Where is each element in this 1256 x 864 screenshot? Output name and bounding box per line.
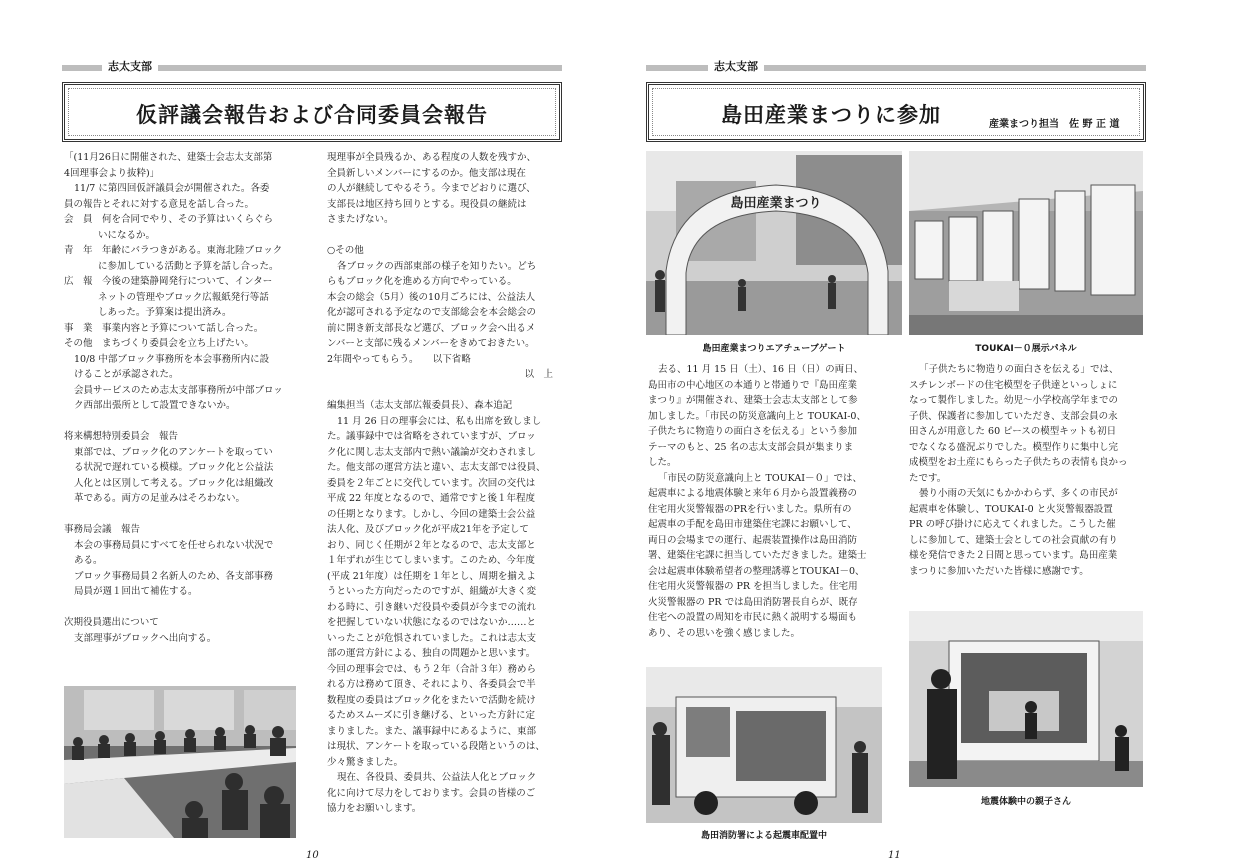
text-line: は現状、アンケートを取っている段階というのは、 bbox=[327, 741, 545, 752]
text-line: 島田市の中心地区の本通りと帯通りで『島田産業 bbox=[648, 379, 858, 391]
text-line bbox=[64, 600, 304, 616]
right-page bbox=[628, 0, 1256, 864]
text-line: した。 bbox=[648, 457, 677, 468]
text-column-1 bbox=[648, 362, 898, 641]
panel-photo-caption: TOUKAI－０展示パネル bbox=[975, 344, 1077, 354]
author-byline: 産業まつり担当 佐 野 正 道 bbox=[989, 119, 1120, 130]
text-line: その他 まちづくり委員会を立ち上げたい。 bbox=[64, 338, 254, 349]
text-line: 編集担当（志太支部広報委員長）、森本追記 bbox=[327, 400, 513, 411]
page-title: 仮評議会報告および合同委員会報告 bbox=[136, 103, 488, 127]
text-line: 曇り小雨の天気にもかかわらず、多くの市民が bbox=[919, 488, 1118, 499]
text-line: 会は起震車体験希望者の整理誘導とTOUKAI－0、 bbox=[648, 565, 865, 577]
text-line: まつりに参加いただいた皆様に感謝です。 bbox=[909, 565, 1089, 577]
panel-photo-image bbox=[909, 151, 1143, 335]
text-line: 子供たちに物造りの面白さを伝える」という参加 bbox=[648, 426, 858, 437]
page-number: 10 bbox=[306, 850, 319, 861]
text-line: 協力をお願いします。 bbox=[327, 803, 422, 814]
text-line: あり、その思いを強く感じました。 bbox=[648, 627, 801, 639]
article-title-box bbox=[646, 82, 1146, 142]
text-line: 次期役員選出について bbox=[64, 617, 159, 628]
text-line: を把握していない状態になるのではないか……と bbox=[327, 617, 537, 628]
text-line: さまたげない。 bbox=[327, 214, 394, 225]
text-line: ブロック事務局員２名新人のため、各支部事務 bbox=[74, 570, 273, 582]
text-line: わる時に、引き継いだ役員や委員が今までの流れ bbox=[327, 601, 537, 613]
page-title: 島田産業まつりに参加 bbox=[721, 103, 941, 127]
text-column-2 bbox=[909, 362, 1149, 579]
text-line: 現理事が全員残るか、ある程度の人数を残すか、 bbox=[327, 152, 537, 163]
text-line: 事 業 事業内容と予算について話し合った。 bbox=[64, 322, 264, 334]
text-line: に参加している活動と予算を話し合った。 bbox=[98, 260, 279, 272]
branch-tag: 志太支部 bbox=[708, 60, 764, 74]
text-line bbox=[64, 507, 304, 523]
text-line: 11 月 26 日の理事会には、私も出席を致しまし bbox=[337, 415, 542, 427]
meeting-photo-image bbox=[64, 686, 296, 838]
text-line: 各ブロックの西部東部の様子を知りたい。どち bbox=[337, 260, 537, 272]
text-line: た。他支部の運営方法と違い、志太支部では役員、 bbox=[327, 462, 546, 473]
truck-photo-image bbox=[646, 667, 882, 823]
text-line: １年ずれが生じてしまいます。このため、今年度 bbox=[327, 555, 535, 566]
text-line: れる方は務めて頂き、それにより、各委員会で半 bbox=[327, 679, 536, 690]
text-line: 事務局会議 報告 bbox=[64, 524, 141, 535]
page-number: 11 bbox=[888, 850, 901, 861]
text-line: 署、建築住宅課に担当していただきました。建築士 bbox=[648, 550, 867, 561]
branch-header bbox=[62, 62, 562, 74]
branch-tag: 志太支部 bbox=[102, 60, 158, 74]
gate-photo bbox=[646, 151, 902, 335]
text-line: 起震車の手配を島田市建築住宅課にお願いして、 bbox=[648, 519, 857, 530]
text-line: 平成 22 年度となるので、通常ですと後１年程度 bbox=[327, 493, 535, 504]
text-line: の人が継続してやるそう。今までどおりに選び、 bbox=[327, 183, 536, 194]
text-line: 現在、各役員、委員共、公益法人化とブロック bbox=[337, 772, 537, 783]
text-line: なって製作しました。幼児～小学校高学年までの bbox=[909, 395, 1119, 406]
text-line: 化が認可される予定なので支部総会を本会総会の bbox=[327, 307, 537, 318]
text-line: 住宅用火災警報器の PR を担当しました。住宅用 bbox=[648, 581, 858, 592]
text-line: 11/7 に第四回仮評議員会が開催された。各委 bbox=[74, 183, 270, 194]
text-line: 以 上 bbox=[524, 369, 553, 380]
text-line: 数程度の委員はブロック化をまたいで活動を続け bbox=[327, 694, 536, 706]
text-line: ク化に関し志太支部内で熱い議論が交わされまし bbox=[327, 446, 537, 458]
text-line: 前に開き新支部長など選び、ブロック会へ出るメ bbox=[327, 322, 536, 334]
text-line: るためスムーズに引き継げる、といった方針に定 bbox=[327, 710, 536, 721]
text-column-1 bbox=[64, 150, 304, 646]
gate-arch-label: 島田産業まつり bbox=[730, 196, 822, 211]
text-line: 員の報告とそれに対する意見を話し合った。 bbox=[64, 198, 255, 210]
text-line: しあった。予算案は提出済み。 bbox=[98, 307, 232, 318]
text-line: ク西部出張所として設置できないか。 bbox=[74, 400, 236, 411]
text-line: おり、同じく任期が２年となるので、志太支部と bbox=[327, 539, 536, 551]
text-line: 去る、11 月 15 日（土）、16 日（日）の両日、 bbox=[658, 364, 864, 375]
text-line: 少々驚きました。 bbox=[327, 756, 404, 768]
gate-photo-caption: 島田産業まつりエアチューブゲート bbox=[702, 344, 846, 354]
text-line: 人化とは区別して考える。ブロック化は組織改 bbox=[74, 477, 274, 489]
text-line: る状況で遅れている模様。ブロック化と公益法 bbox=[74, 462, 274, 473]
text-column-2 bbox=[327, 150, 567, 817]
text-line: ある。 bbox=[74, 555, 103, 566]
text-line: 東部では、ブロック化のアンケートを取ってい bbox=[74, 446, 273, 458]
text-line: ネットの管理やブロック広報紙発行等話 bbox=[98, 291, 269, 303]
gate-photo-image bbox=[646, 151, 902, 335]
text-line: うといった方向だったのですが、組織が大きく変 bbox=[327, 586, 537, 597]
text-line: 局員が週１回出て補佐する。 bbox=[74, 586, 198, 597]
parent-child-photo-image bbox=[909, 611, 1143, 787]
text-line: 支部理事がブロックへ出向する。 bbox=[74, 632, 217, 644]
text-line bbox=[64, 414, 304, 430]
text-line: いになるか。 bbox=[98, 229, 156, 241]
text-line: 加しました。「市民の防災意識向上と TOUKAI-0、 bbox=[648, 410, 866, 422]
text-line: けることが承認された。 bbox=[74, 369, 179, 380]
text-line: しに参加して、建築士会としての社会貢献の有り bbox=[909, 534, 1118, 546]
text-line: いったことが危惧されていました。これは志太支 bbox=[327, 632, 537, 644]
truck-photo-caption: 島田消防署による起震車配置中 bbox=[700, 831, 827, 841]
text-line: 2年間やってもらう。 以下省略 bbox=[327, 353, 471, 365]
text-line: でなくなる盛況ぶりでした。模型作りに集中し完 bbox=[909, 441, 1119, 453]
text-line: 委員を２年ごとに交代しています。次回の交代は bbox=[327, 477, 536, 489]
text-line: 起震車を体験し、TOUKAI-0 と火災警報器設置 bbox=[909, 503, 1113, 515]
text-line: 部の運営方針による、独自の問題かと思います。 bbox=[327, 648, 536, 659]
text-line: ○その他 bbox=[327, 245, 364, 256]
text-line: 両日の会場までの運行、起震装置操作は島田消防 bbox=[648, 534, 858, 546]
text-line: 化に向けて尽力をしております。会員の皆様のご bbox=[327, 787, 536, 799]
text-line bbox=[327, 228, 567, 244]
text-line: 法人化、及びブロック化が平成21年を予定して bbox=[327, 524, 529, 535]
meeting-photo bbox=[64, 686, 296, 838]
text-line: 支部長は地区持ち回りとする。現役員の継続は bbox=[327, 198, 527, 210]
text-line: 広 報 今後の建築静岡発行について、インター bbox=[64, 276, 273, 287]
text-line: 会 員 何を合同でやり、その予算はいくらぐら bbox=[64, 214, 274, 225]
text-line bbox=[327, 383, 567, 399]
text-line: テーマのもと、25 名の志太支部会員が集まりま bbox=[648, 441, 854, 453]
text-line: 住宅用火災警報器のPRを行いました。県所有の bbox=[648, 503, 852, 515]
text-line: 様を発信できた２日間と思っています。島田産業 bbox=[909, 550, 1118, 561]
branch-header bbox=[646, 62, 1146, 74]
text-line: (平成 21年度）は任期を１年とし、周期を揃えよ bbox=[327, 570, 536, 582]
text-line: 成模型をお土産にもらった子供たちの表情も良かっ bbox=[909, 457, 1128, 468]
text-line: たです。 bbox=[909, 472, 947, 484]
text-line: 会員サービスのため志太支部事務所が中部ブロッ bbox=[74, 384, 283, 396]
text-line: 今回の理事会では、もう２年（合計３年）務めら bbox=[327, 663, 537, 675]
text-line: 田さんが用意した 60 ピースの模型キットも初日 bbox=[909, 426, 1117, 437]
text-line: 将来構想特別委員会 報告 bbox=[64, 431, 179, 442]
text-line: 起震車による地震体験と来年６月から設置義務の bbox=[648, 488, 858, 499]
parent-child-photo-caption: 地震体験中の親子さん bbox=[980, 797, 1071, 807]
text-line: 青 年 年齢にバラつきがある。東海北陸ブロック bbox=[64, 245, 283, 256]
text-line: まつり』が開催され、建築士会志太支部として参 bbox=[648, 395, 858, 406]
text-line: まりました。また、議事録中にあるように、東部 bbox=[327, 725, 537, 737]
text-line: 火災警報器の PR では島田消防署長自らが、既存 bbox=[648, 596, 858, 608]
text-line: 全員新しいメンバーにするのか。他支部は現在 bbox=[327, 167, 526, 179]
text-line: 「(11月26日に開催された、建築士会志太支部第 bbox=[64, 152, 273, 163]
truck-photo bbox=[646, 667, 882, 823]
text-line: 本会の総会（5月）後の10月ごろには、公益法人 bbox=[327, 291, 536, 303]
parent-child-photo bbox=[909, 611, 1143, 787]
panel-photo bbox=[909, 151, 1143, 335]
text-line: 10/8 中部ブロック事務所を本会事務所内に設 bbox=[74, 353, 270, 365]
text-line: PR の呼び掛けに応えてくれました。こうした催 bbox=[909, 519, 1116, 530]
text-line: らもブロック化を進める方向でやっている。 bbox=[327, 276, 517, 287]
text-line: 4回理事会より抜粋)」 bbox=[64, 167, 160, 179]
article-title-box bbox=[62, 82, 562, 142]
text-line: の任期となります。しかし、今回の建築士会公益 bbox=[327, 508, 536, 520]
text-line: た。議事録中では省略をされていますが、ブロッ bbox=[327, 431, 536, 442]
text-line: 本会の事務局員にすべてを任せられない状況で bbox=[74, 539, 274, 551]
text-line: スチレンボードの住宅模型を子供達といっしょに bbox=[909, 379, 1118, 391]
text-line: 「子供たちに物造りの面白さを伝える」では、 bbox=[919, 364, 1119, 375]
text-line: 「市民の防災意識向上と TOUKAI－０」では、 bbox=[658, 472, 862, 484]
text-line: ンバーと支部に残るメンバーをきめておきたい。 bbox=[327, 338, 535, 349]
text-line: 革である。両方の足並みはそろわない。 bbox=[74, 493, 246, 504]
text-line: 子供、保護者に参加していただき、支部会員の永 bbox=[909, 410, 1118, 422]
text-line: 住宅への設置の周知を市民に熱く説明する場面も bbox=[648, 612, 858, 623]
